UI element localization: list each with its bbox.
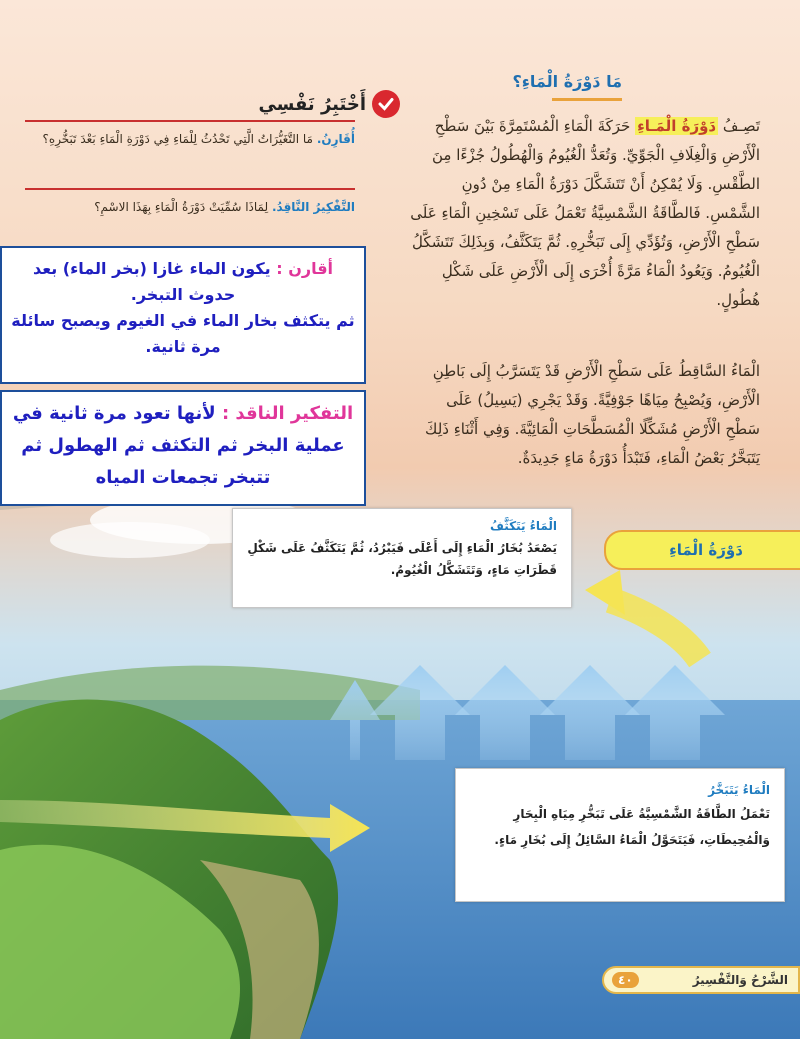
q1-key: أُقَارِنُ. <box>316 132 355 146</box>
answer-1-text: يكون الماء غازا (بخر الماء) بعد <box>32 259 271 278</box>
q2-text: لِمَاذَا سُمِّيَتْ دَوْرَةُ الْمَاءِ بِهَذَا الاسْمِ؟ <box>94 200 269 214</box>
evaporation-box <box>455 768 785 902</box>
self-test-divider <box>25 188 355 190</box>
answer-1-key: أقارن : <box>276 259 334 278</box>
paragraph-1 <box>410 112 760 315</box>
condensation-text: يَصْعَدُ بُخَارُ الْمَاءِ إِلَى أَعْلَى فَيَبْرُدُ، ثُمَّ يَتَكَثَّفُ عَلَى شَكْلِ قَطَرَاتِ مَاءٍ، وَتَتَشَكَّلُ الْغُيُومُ. <box>247 541 557 577</box>
check-icon <box>372 90 400 118</box>
footer-bar <box>602 966 800 994</box>
answer-2-line-3: تتبخر تجمعات المياه <box>95 467 271 488</box>
self-test-divider <box>25 120 355 122</box>
self-test-question-1 <box>35 126 355 152</box>
q2-key: التَّفْكِيرُ النَّاقِدُ. <box>271 200 355 214</box>
footer-label: الشَّرْحُ وَالتَّفْسِيرُ <box>692 973 788 987</box>
evaporation-title: الْمَاءُ يَتَبَخَّرُ <box>708 783 770 797</box>
paragraph-1-lead: تَصِـفُ <box>722 117 760 135</box>
answer-2-key: التفكير الناقد : <box>221 403 354 424</box>
highlighted-term: دَوْرَةُ الْمَـاءِ <box>637 117 717 135</box>
answer-2-line-1 <box>2 398 364 430</box>
self-test-question-2 <box>35 194 355 220</box>
answer-box-critical-thinking <box>0 390 366 506</box>
condensation-box <box>232 508 572 608</box>
answer-2-text: لأنها تعود مرة ثانية في <box>12 403 216 424</box>
q1-text: مَا التَّغَيُّرَاتُ الَّتِي تَحْدُثُ لِلْمَاءِ فِي دَوْرَةِ الْمَاءِ بَعْدَ تَبَخُّرِهِ؟ <box>42 132 313 146</box>
water-cycle-label: دَوْرَةُ الْمَاءِ <box>604 530 800 570</box>
section-question-title: مَا دَوْرَةُ الْمَاءِ؟ <box>512 72 622 91</box>
answer-1-line-4: مرة ثانية. <box>145 337 221 356</box>
condensation-title: الْمَاءُ يَتَكَثَّفُ <box>489 519 557 533</box>
answer-1-line-1 <box>2 256 364 282</box>
evaporation-text: تَعْمَلُ الطَّاقَةُ الشَّمْسِيَّةُ عَلَى تَبَخُّرِ مِيَاهِ الْبِحَارِ وَالْمُحِيطَاتِ، فَيَتَحَوَّلُ الْمَاءُ السَّائِلُ إِلَى بُخَارِ مَاءٍ. <box>494 807 770 847</box>
paragraph-2: الْمَاءُ السَّاقِطُ عَلَى سَطْحِ الْأَرْضِ قَدْ يَتَسَرَّبُ إِلَى بَاطِنِ الْأَرْضِ، وَيُصْبِحُ مِيَاهًا جَوْفِيَّةً. وَقَدْ يَجْرِي (يَسِيلُ) عَلَى سَطْحِ الْأَرْضِ مُشَكِّلًا الْمُسَطَّحَاتِ الْمَائِيَّةَ. وَفِي أَثْنَاءِ ذَلِكَ يَتَبَخَّرُ بَعْضُ الْمَاءِ، فَتَبْدَأُ دَوْرَةُ مَاءٍ جَدِيدَةٌ. <box>425 362 760 467</box>
self-test-title: أَخْتَبِرُ نَفْسِي <box>258 93 366 115</box>
paragraph-1-body: حَرَكَةَ الْمَاءِ الْمُسْتَمِرَّةَ بَيْنَ سَطْحِ الْأَرْضِ وَالْغِلَافِ الْجَوِّيِّ. وَتُعَدُّ الْغُيُومُ وَالْهُطُولُ جُزْءًا مِنَ الطَّقْسِ. وَلَا يُمْكِنُ أَنْ تَتَشَكَّلَ دَوْرَةُ الْمَاءِ مِنْ دُونِ الشَّمْسِ. فَالطَّاقَةُ الشَّمْسِيَّةُ تَعْمَلُ عَلَى تَسْخِينِ الْمَاءِ عَلَى سَطْحِ الْأَرْضِ، وَتُؤَدِّي إِلَى تَبَخُّرِهِ. ثُمَّ يَتَكَثَّفُ، وَبِذَلِكَ تَتَشَكَّلُ الْغُيُومُ. وَيَعُودُ الْمَاءُ مَرَّةً أُخْرَى إِلَى الْأَرْضِ عَلَى شَكْلِ هُطُولٍ. <box>410 117 760 309</box>
self-test-header <box>258 90 400 118</box>
answer-1-line-3: ثم يتكثف بخار الماء في الغيوم ويصبح سائلة <box>11 311 355 330</box>
answer-2-line-2: عملية البخر ثم التكثف ثم الهطول ثم <box>21 435 345 456</box>
answer-1-line-2: حدوث التبخر. <box>130 285 236 304</box>
title-underline <box>552 98 622 101</box>
page-number: ٤٠ <box>612 972 639 988</box>
answer-box-compare <box>0 246 366 384</box>
